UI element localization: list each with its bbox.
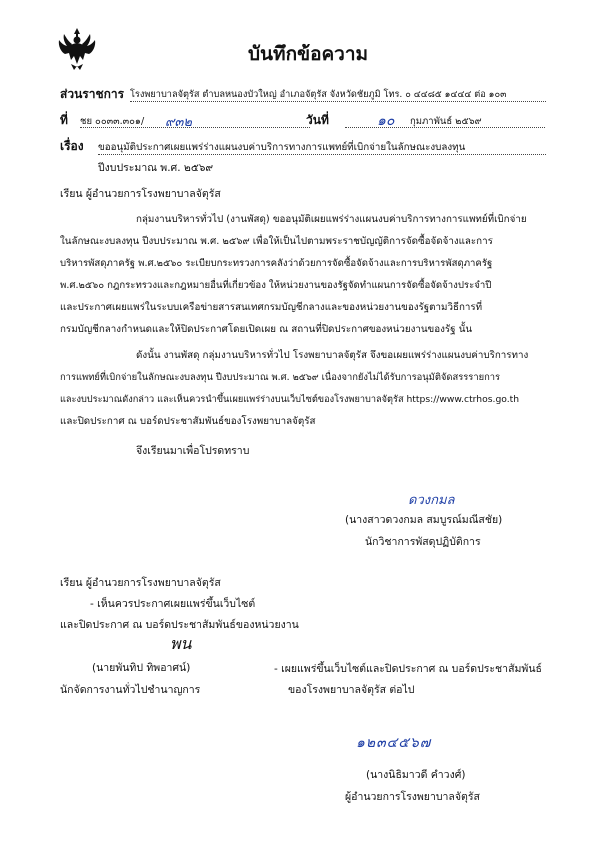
- body-para1-line: กรมบัญชีกลางกำหนดและให้ปิดประกาศโดยเปิดเผย ณ สถานที่ปิดประกาศของหน่วยงานของรัฐ นั้น: [60, 324, 473, 335]
- ref-label: ที่: [60, 113, 68, 127]
- body-para1-line: ในลักษณะงบลงทุน ปีงบประมาณ พ.ศ. ๒๕๖๙ เพื่อให้เป็นไปตามพระราชบัญญัติการจัดซื้อจัดจ้างและการ: [60, 236, 493, 247]
- body-para1-line: และประกาศเผยแพร่ในระบบเครือข่ายสารสนเทศกรมบัญชีกลางและของหน่วยงานของรัฐตามวิธีการที่: [60, 302, 483, 313]
- subject-underline: [98, 154, 546, 155]
- body-para2-line: ดังนั้น งานพัสดุ กลุ่มงานบริหารทั่วไป โรงพยาบาลจัตุรัส จึงขอเผยแพร่ร่างแผนงบค่าบริการทาง: [136, 350, 529, 361]
- body-para1-line: บริหารพัสดุภาครัฐ พ.ศ.๒๕๖๐ ระเบียบกระทรวงการคลังว่าด้วยการจัดซื้อจัดจ้างและการบริหารพัสดุภาครัฐ: [60, 258, 493, 269]
- agency-label: ส่วนราชการ: [60, 87, 125, 101]
- date-underline: [345, 127, 545, 128]
- ref-underline: [80, 127, 310, 128]
- endorse2-line1: - เผยแพร่ขึ้นเว็บไซต์และปิดประกาศ ณ บอร์ดประชาสัมพันธ์: [274, 663, 542, 675]
- subject-line1: ขออนุมัติประกาศเผยแพร่ร่างแผนงบค่าบริการทางการแพทย์ที่เบิกจ่ายในลักษณะงบลงทุน: [98, 142, 466, 153]
- body-para2-line: และปิดประกาศ ณ บอร์ดประชาสัมพันธ์ของโรงพยาบาลจัตุรัส: [60, 416, 316, 427]
- endorse1-name: (นายพันทิป ทิพอาศน์): [92, 662, 191, 674]
- endorse1-position: นักจัดการงานทั่วไปชำนาญการ: [60, 684, 201, 696]
- salutation: เรียน ผู้อำนวยการโรงพยาบาลจัตุรัส: [60, 188, 221, 200]
- closing-text: จึงเรียนมาเพื่อโปรดทราบ: [136, 445, 250, 457]
- signer1-position: นักวิชาการพัสดุปฏิบัติการ: [365, 536, 481, 548]
- body-para2-line: การแพทย์ที่เบิกจ่ายในลักษณะงบลงทุน ปีงบประมาณ พ.ศ. ๒๕๖๙ เนื่องจากยังไม่ได้รับการอนุมัติจัดสรรรายการ: [60, 372, 501, 383]
- endorse1-to: เรียน ผู้อำนวยการโรงพยาบาลจัตุรัส: [60, 577, 221, 589]
- ref-value: ชย ๐๐๓๓.๓๐๑/: [80, 116, 145, 127]
- garuda-emblem-icon: [56, 26, 98, 72]
- date-label: วันที่: [306, 113, 329, 127]
- endorse1-line2: และปิดประกาศ ณ บอร์ดประชาสัมพันธ์ของหน่วยงาน: [60, 619, 299, 631]
- date-day-handwritten: ๑๐: [377, 113, 395, 129]
- date-rest: กุมภาพันธ์ ๒๕๖๙: [410, 116, 482, 127]
- agency-underline: [130, 101, 546, 102]
- ref-handwritten: ๙๓๒: [165, 115, 192, 130]
- subject-line2: ปีงบประมาณ พ.ศ. ๒๕๖๙: [98, 162, 214, 174]
- signer1-signature: ดวงกมล: [408, 493, 455, 508]
- endorse2-signature: ๑๒๓๔๕๖๗: [356, 735, 432, 751]
- endorse1-signature: พน: [170, 634, 192, 653]
- endorse2-line2: ของโรงพยาบาลจัตุรัส ต่อไป: [288, 684, 415, 696]
- endorse1-line1: - เห็นควรประกาศเผยแพร่ขึ้นเว็บไซต์: [90, 598, 256, 610]
- signer1-name: (นางสาวดวงกมล สมบูรณ์มณีสชัย): [345, 514, 503, 526]
- subject-label: เรื่อง: [60, 139, 84, 153]
- body-para1-line: กลุ่มงานบริหารทั่วไป (งานพัสดุ) ขออนุมัติเผยแพร่ร่างแผนงบค่าบริการทางการแพทย์ที่เบิกจ่าย: [136, 214, 527, 225]
- body-para1-line: พ.ศ.๒๕๖๐ กฎกระทรวงและกฎหมายอื่นที่เกี่ยวข้อง ให้หน่วยงานของรัฐจัดทำแผนการจัดซื้อจัดจ้างประจำปี: [60, 280, 492, 291]
- body-para2-line: และงบประมาณดังกล่าว และเห็นควรนำขึ้นเผยแพร่ร่างบนเว็บไซต์ของโรงพยาบาลจัตุรัส https://www.ctrhos.go.th: [60, 394, 520, 405]
- endorse2-position: ผู้อำนวยการโรงพยาบาลจัตุรัส: [345, 791, 480, 803]
- endorse2-name: (นางนิธิมาวดี คำวงศ์): [366, 769, 466, 781]
- agency-value: โรงพยาบาลจัตุรัส ตำบลหนองบัวใหญ่ อำเภอจัตุรัส จังหวัดชัยภูมิ โทร. ๐ ๔๔๘๕ ๑๔๔๔ ต่อ ๑๐๓: [130, 89, 507, 100]
- memo-title: บันทึกข้อความ: [248, 43, 369, 65]
